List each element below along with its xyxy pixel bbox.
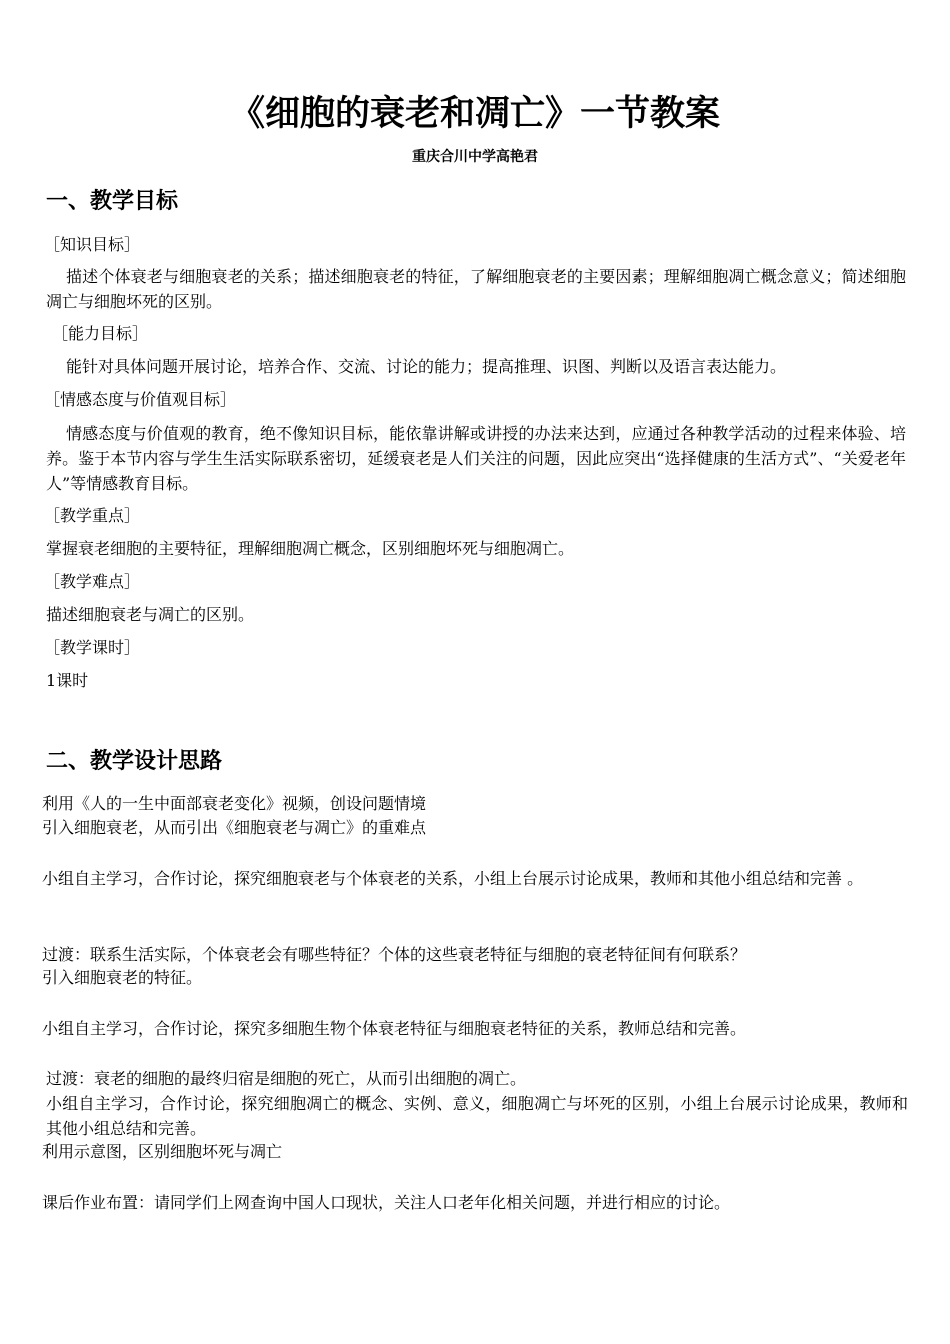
design-line-diagram: 利用示意图，区别细胞坏死与凋亡 bbox=[42, 1142, 283, 1161]
document-author: 重庆合川中学高艳君 bbox=[412, 149, 538, 165]
design-line-introduce: 引入细胞衰老，从而引出《细胞衰老与凋亡》的重难点 bbox=[42, 818, 427, 837]
emotion-goal-text: 情感态度与价值观的教育，绝不像知识目标，能依靠讲解或讲授的办法来达到，应通过各种教学活动的过程来体验、培养。鉴于本节内容与学生生活实际联系密切，延缓衰老是人们关注的问题，因此应突出“选择健康的生活方式”、“关爱老年人”等情感教育目标。 bbox=[46, 424, 906, 493]
key-point-label: ［教学重点］ bbox=[44, 506, 141, 525]
section-heading-teaching-goals: 一、教学目标 bbox=[46, 189, 179, 214]
difficulty-label: ［教学难点］ bbox=[44, 572, 141, 591]
design-line-homework: 课后作业布置：请同学们上网查询中国人口现状，关注人口老年化相关问题，并进行相应的讨论。 bbox=[42, 1193, 731, 1212]
emotion-goal-label: ［情感态度与价值观目标］ bbox=[44, 390, 237, 409]
difficulty-text: 描述细胞衰老与凋亡的区别。 bbox=[46, 605, 255, 624]
ability-goal-label: ［能力目标］ bbox=[52, 324, 149, 343]
hours-text: 1课时 bbox=[46, 671, 89, 690]
knowledge-goal-text: 描述个体衰老与细胞衰老的关系；描述细胞衰老的特征，了解细胞衰老的主要因素；理解细胞凋亡概念意义；简述细胞凋亡与细胞坏死的区别。 bbox=[46, 267, 906, 311]
design-line-group-study-2: 小组自主学习，合作讨论，探究多细胞生物个体衰老特征与细胞衰老特征的关系，教师总结和完善。 bbox=[42, 1019, 747, 1038]
document-title: 《细胞的衰老和凋亡》一节教案 bbox=[229, 94, 720, 134]
ability-goal-text: 能针对具体问题开展讨论，培养合作、交流、讨论的能力；提高推理、识图、判断以及语言表达能力。 bbox=[66, 357, 787, 376]
hours-label: ［教学课时］ bbox=[44, 638, 141, 657]
design-line-video: 利用《人的一生中面部衰老变化》视频，创设问题情境 bbox=[42, 794, 427, 813]
section-heading-design-approach: 二、教学设计思路 bbox=[46, 749, 223, 774]
knowledge-goal-label: ［知识目标］ bbox=[44, 235, 141, 254]
key-point-text: 掌握衰老细胞的主要特征，理解细胞凋亡概念，区别细胞坏死与细胞凋亡。 bbox=[46, 539, 575, 558]
design-line-features: 引入细胞衰老的特征。 bbox=[42, 968, 203, 987]
design-line-transition-2: 过渡：衰老的细胞的最终归宿是细胞的死亡，从而引出细胞的凋亡。 bbox=[46, 1069, 527, 1088]
design-line-transition-1: 过渡：联系生活实际，个体衰老会有哪些特征？个体的这些衰老特征与细胞的衰老特征间有何联系？ bbox=[42, 945, 747, 964]
design-para-group-study-3: 小组自主学习，合作讨论，探究细胞凋亡的概念、实例、意义，细胞凋亡与坏死的区别，小组上台展示讨论成果，教师和其他小组总结和完善。 bbox=[46, 1094, 908, 1138]
design-para-group-study-1: 小组自主学习，合作讨论，探究细胞衰老与个体衰老的关系，小组上台展示讨论成果，教师和其他小组总结和完善 。 bbox=[42, 869, 864, 888]
